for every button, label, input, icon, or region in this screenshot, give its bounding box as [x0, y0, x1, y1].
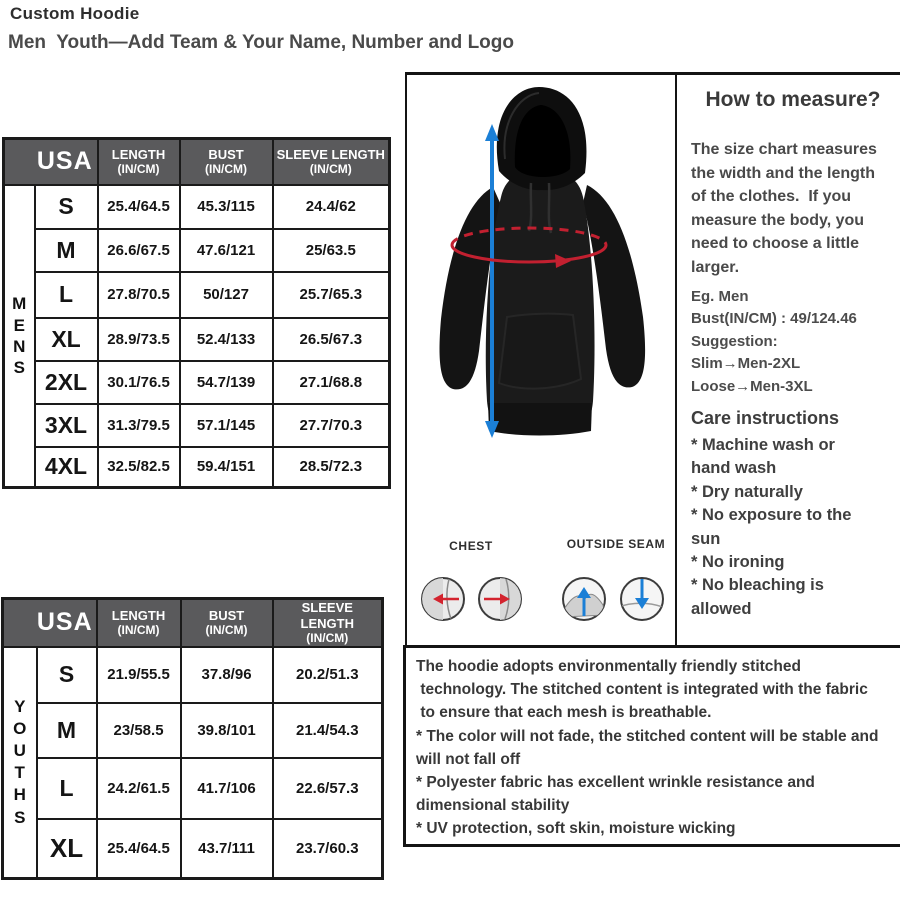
- mens-header-usa: USA: [4, 139, 98, 185]
- table-row: YOUTHS S 21.9/55.5 37.8/96 20.2/51.3: [3, 647, 383, 703]
- table-row: L 27.8/70.5 50/127 25.7/65.3: [4, 272, 390, 318]
- table-row: M 26.6/67.5 47.6/121 25/63.5: [4, 229, 390, 272]
- how-to-measure-body: The size chart measures the width and the length of the clothes. If you measure the body, you need to choose a little larger.: [691, 141, 877, 276]
- youths-header-usa: USA: [3, 599, 97, 647]
- sizing-example: Eg. Men Bust(IN/CM) : 49/124.46 Suggestion: Slim→Men-2XL Loose→Men-3XL: [691, 288, 857, 395]
- hoodie-pocket: [499, 314, 581, 389]
- mens-header-sleeve: SLEEVE LENGTH (IN/CM): [273, 139, 390, 185]
- how-to-measure-column: [689, 80, 897, 645]
- table-row: XL 25.4/64.5 43.7/111 23.7/60.3: [3, 819, 383, 879]
- care-instructions-heading: Care instructions: [691, 408, 840, 428]
- chest-arrow-right-icon: [479, 578, 521, 620]
- seam-arrow-up-icon: [563, 578, 605, 620]
- table-row: 2XL 30.1/76.5 54.7/139 27.1/68.8: [4, 361, 390, 404]
- table-row: M 23/58.5 39.8/101 21.4/54.3: [3, 703, 383, 758]
- mens-header-length: LENGTH (IN/CM): [98, 139, 180, 185]
- outside-seam-label: OUTSIDE SEAM: [566, 537, 666, 551]
- measure-icons: [413, 567, 675, 633]
- table-row: 3XL 31.3/79.5 57.1/145 27.7/70.3: [4, 404, 390, 447]
- table-row: L 24.2/61.5 41.7/106 22.6/57.3: [3, 758, 383, 819]
- youths-side-label: YOUTHS: [3, 647, 37, 879]
- product-description-box: [403, 645, 900, 847]
- chest-arrow-left-icon: [422, 578, 464, 620]
- hoodie-measure-panel: [405, 75, 677, 645]
- chest-label: CHEST: [449, 539, 493, 553]
- mens-header-bust: BUST (IN/CM): [180, 139, 273, 185]
- page-title: Custom Hoodie: [10, 4, 140, 23]
- youths-header-length: LENGTH (IN/CM): [97, 599, 181, 647]
- youths-header-sleeve: SLEEVE LENGTH (IN/CM): [273, 599, 383, 647]
- table-row: 4XL 32.5/82.5 59.4/151 28.5/72.3: [4, 447, 390, 488]
- product-description-text: The hoodie adopts environmentally friendly stitched technology. The stitched content is integrated with the fabric to ensure that each mesh is breathable. * The color will not fade, the stitched content will be stable and will not fall off * Polyester fabric has excellent wrinkle resistance and dimensional stability * UV protection, soft skin, moisture wicking: [416, 658, 879, 838]
- youths-size-table: [1, 597, 384, 880]
- seam-arrow-down-icon: [621, 578, 663, 620]
- hoodie-body: [486, 169, 595, 433]
- youths-header-row: [3, 599, 383, 647]
- youths-header-bust: BUST (IN/CM): [181, 599, 273, 647]
- table-row: MENS S 25.4/64.5 45.3/115 24.4/62: [4, 185, 390, 229]
- mens-header-row: [4, 139, 390, 185]
- table-row: XL 28.9/73.5 52.4/133 26.5/67.3: [4, 318, 390, 361]
- care-instructions-list: * Machine wash or hand wash * Dry naturally * No exposure to the sun * No ironing * No bleaching is allowed: [691, 436, 852, 618]
- mens-size-table: [2, 137, 391, 489]
- mens-side-label: MENS: [4, 185, 35, 488]
- hoodie-image: [415, 79, 671, 464]
- how-to-measure-heading: How to measure?: [705, 88, 881, 111]
- page-subtitle: Men Youth—Add Team & Your Name, Number and Logo: [8, 32, 514, 53]
